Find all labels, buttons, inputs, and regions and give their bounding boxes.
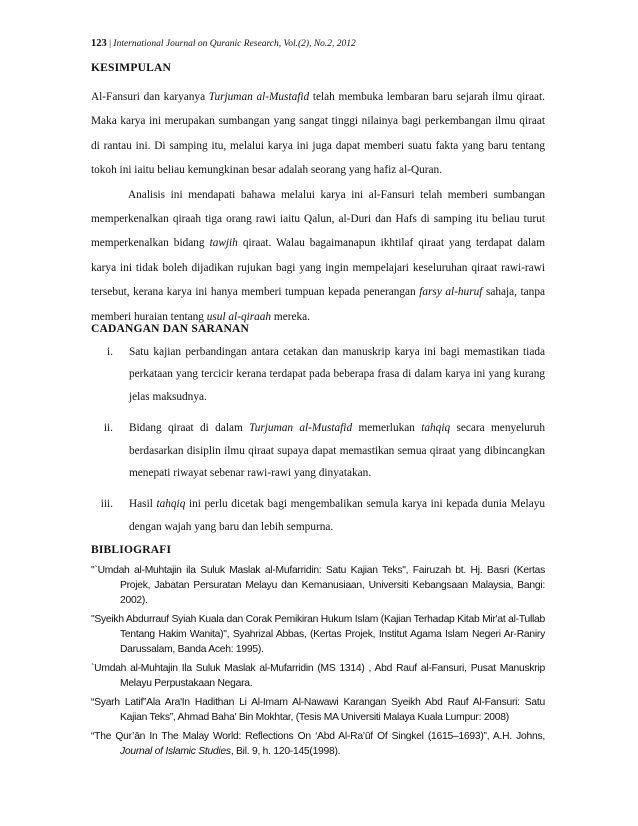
- recommendation-item: [91, 417, 545, 484]
- text-span: Satu kajian perbandingan antara cetakan dan manuskrip karya ini bagi memastikan tiada perkataan yang tercicir kerana terdapat pada beberapa frasa di dalam karya ini yang kurang jelas maksudnya.: [129, 346, 545, 403]
- recommendation-item: [91, 341, 545, 408]
- text-span: qiraat. Walau bagaimanapun ikhtilaf qiraat yang terdapat dalam karya ini tidak boleh dijadikan rujukan bagi yang ingin mempelajari keseluruhan qiraat rawi-rawi tersebut, kerana karya ini hanya memberi tumpuan kepada penerangan: [91, 237, 545, 299]
- italic-term: farsy al-huruf: [419, 286, 483, 299]
- journal-title: International Journal on Quranic Research, Vol.(2), No.2, 2012: [113, 39, 356, 49]
- header-separator: |: [109, 39, 112, 49]
- kesimpulan-heading: KESIMPULAN: [91, 62, 171, 74]
- work-title: Turjuman al-Mustafid: [208, 91, 310, 103]
- bibliography-list: [91, 563, 545, 762]
- journal-name: Journal of Islamic Studies: [120, 745, 231, 757]
- text-span: , Bil. 9, h. 120-145(1998).: [230, 745, 341, 757]
- text-span: mereka.: [271, 310, 310, 323]
- recommendation-item: [91, 493, 545, 538]
- text-span: secara menyeluruh berdasarkan disiplin ilmu qiraat supaya dapat memastikan semua qiraat yang dibincangkan menepati riwayat sebenar rawi-rawi yang dinyatakan.: [129, 422, 545, 480]
- page: [91, 38, 546, 757]
- text-span: Hasil: [129, 498, 157, 511]
- kesimpulan-paragraph-2: [91, 183, 545, 329]
- italic-term: usul al-qiraah: [206, 310, 272, 323]
- item-number: ii.: [103, 422, 113, 435]
- text-span: telah membuka lembaran baru sejarah ilmu qiraat. Maka karya ini merupakan sumbangan yang sangat tinggi nilainya bagi perkembangan ilmu qiraat di rantau ini. Di samping itu, melalui karya ini juga dapat memberi suatu fakta yang baru tentang tokoh ini iaitu beliau kemungkinan besar adalah seorang yang hafiz al-Quran.: [91, 91, 545, 177]
- text-span: Analisis ini mendapati bahawa melalui karya ini al-Fansuri telah memberi sumbangan memperkenalkan qiraah tiga orang rawi iaitu Qalun, al-Duri dan Hafs di samping itu beliau turut memperkenalkan bidang: [91, 188, 545, 250]
- recommendation-list: [91, 341, 545, 547]
- kesimpulan-paragraph-1: [91, 85, 545, 183]
- text-span: Bidang qiraat di dalam: [129, 422, 250, 435]
- bibliography-entry: "`Umdah al-Muhtajin ila Suluk Maslak al-Mufarridin: Satu Kajian Teks", Fairuzah bt. Hj. Basri (Kertas Projek, Jabatan Persuratan Melayu dan Kemanusiaan, Universiti Kebangsaan Malaysia, Bangi: 2002).: [91, 565, 545, 607]
- kesimpulan-body: [91, 85, 545, 329]
- text-span: ini perlu dicetak bagi mengembalikan semula karya ini kepada dunia Melayu dengan wajah yang baru dan lebih sempurna.: [129, 498, 546, 533]
- cadangan-heading: CADANGAN DAN SARANAN: [91, 323, 249, 335]
- running-header: [91, 38, 545, 50]
- item-number: i.: [107, 346, 113, 358]
- bibliography-entry: [91, 729, 545, 759]
- text-span: sahaja, tanpa memberi huraian tentang: [91, 286, 545, 323]
- item-number: iii.: [100, 498, 113, 511]
- bibliography-entry: `Umdah al-Muhtajin Ila Suluk Maslak al-Mufarridin (MS 1314) , Abd Rauf al-Fansuri, Pusat Manuskrip Melayu Perpustakaan Negara.: [91, 663, 545, 690]
- work-title: Turjuman al-Mustafid: [249, 422, 353, 435]
- bibliography-entry: "Syeikh Abdurrauf Syiah Kuala dan Corak Pemikiran Hukum Islam (Kajian Terhadap Kitab Mir'at al-Tullab Tentang Hakim Wanita)", Syahrizal Abbas, (Kertas Projek, Institut Agama Islam Negeri Ar-Raniry Darussalam, Banda Aceh: 1995).: [91, 614, 545, 656]
- text-span: memerlukan: [352, 422, 422, 435]
- bibliography-entry: “Syarh Latif”Ala Ara'In Hadithan Li Al-Imam Al-Nawawi Karangan Syeikh Abd Rauf Al-Fansuri: Satu Kajian Teks”, Ahmad Baha' Bin Mokhtar, (Tesis MA Universiti Malaya Kuala Lumpur: 2008): [91, 696, 545, 723]
- italic-term: tahqiq: [156, 498, 186, 511]
- text-span: “The Qur’ān In The Malay World: Reflections On ‘Abd Al-Ra’ūf Of Singkel (1615–1693)”, A.H. Johns,: [91, 730, 545, 742]
- page-number: 123: [91, 38, 107, 49]
- text-span: Al-Fansuri dan karyanya: [91, 91, 209, 103]
- bibliografi-heading: BIBLIOGRAFI: [91, 544, 172, 556]
- italic-term: tahqiq: [421, 422, 451, 435]
- italic-term: tawjih: [209, 237, 238, 250]
